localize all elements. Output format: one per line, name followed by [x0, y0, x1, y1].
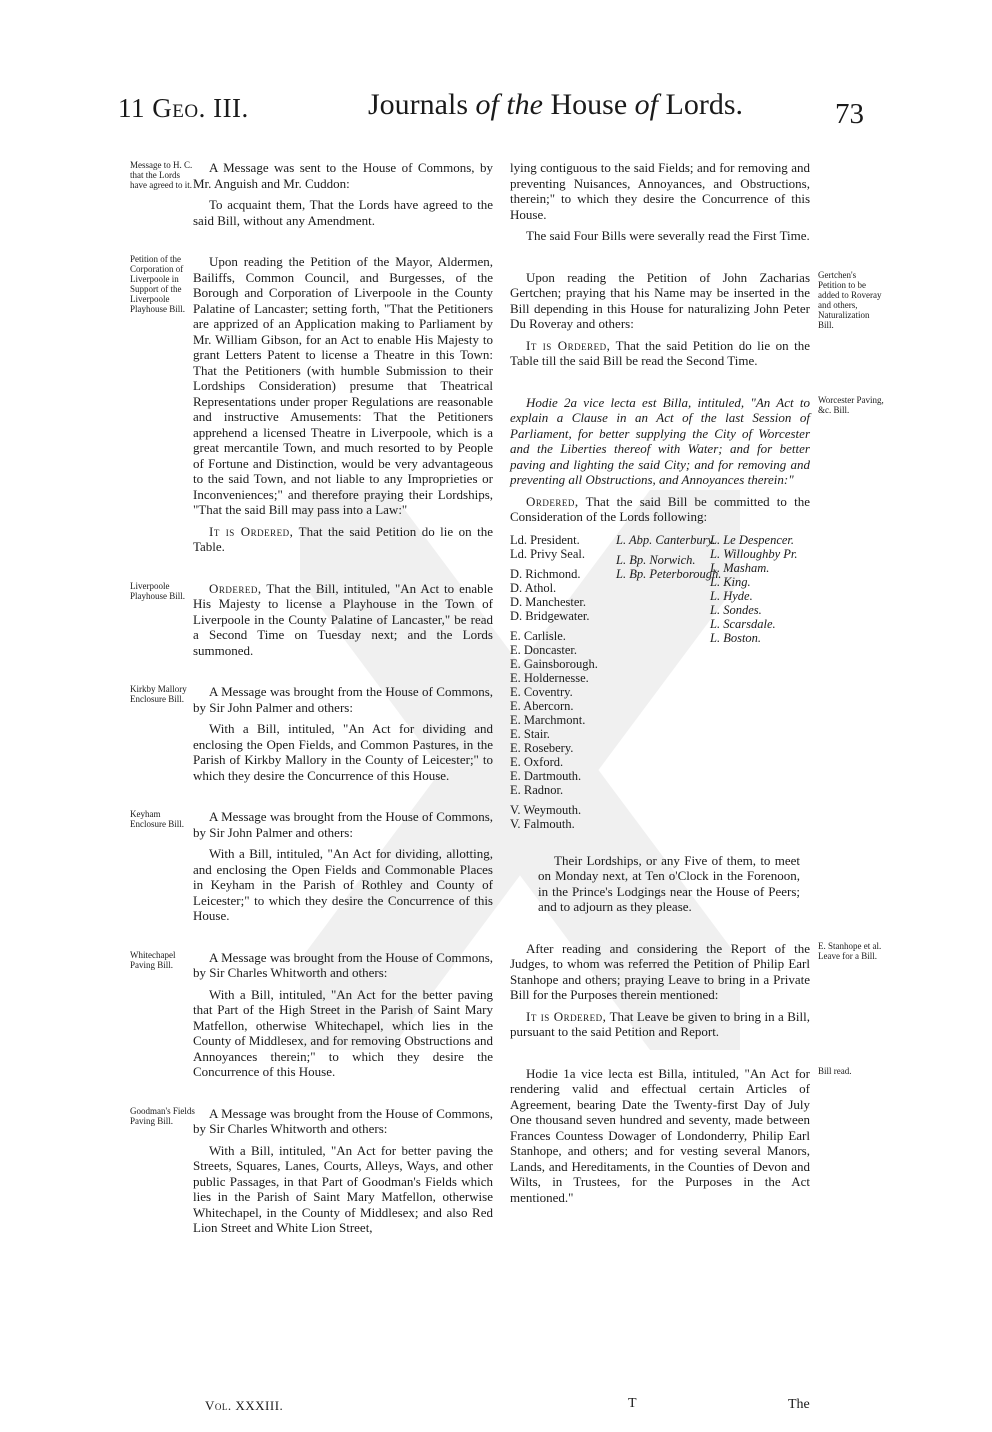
- lord-name: L. Bp. Norwich.: [616, 552, 696, 567]
- lord-name: L. King.: [710, 574, 751, 589]
- entry-gertchen: [510, 269, 882, 369]
- committee-lords-list: [510, 533, 810, 843]
- paragraph: With a Bill, intituled, "An Act for dividing and enclosing the Open Fields, and Common Pastures, in the Parish of Kirkby Mallory in the County of Leicester;" to which they desire the Concurrence of this House.: [193, 721, 493, 783]
- page-number: 73: [835, 98, 864, 130]
- lord-name: D. Bridgewater.: [510, 608, 590, 623]
- paragraph: A Message was brought from the House of Commons, by Sir John Palmer and others:: [193, 809, 493, 840]
- lord-name: D. Manchester.: [510, 594, 587, 609]
- entry-stanhope: [510, 940, 882, 1040]
- left-column: [130, 160, 494, 1244]
- lord-name: Ld. President.: [510, 532, 580, 547]
- paragraph: After reading and considering the Report of the Judges, to whom was referred the Petition of Philip Earl Stanhope and others; praying Leave to bring in a Private Bill for the Purposes therein mentioned:: [510, 940, 810, 1002]
- lord-name: D. Athol.: [510, 580, 557, 595]
- marginal-note: Whitechapel Paving Bill.: [130, 949, 176, 970]
- right-column: [510, 160, 884, 1213]
- lord-name: V. Falmouth.: [510, 816, 575, 831]
- running-title: [368, 88, 743, 122]
- lord-name: E. Stair.: [510, 726, 550, 741]
- lord-name: E. Rosebery.: [510, 740, 574, 755]
- paragraph: With a Bill, intituled, "An Act for better paving the Streets, Squares, Lanes, Courts, Alleys, Ways, and other public Passages, in that Part of Goodman's Fields which lies in the Parish of Saint Mary Matfellon, otherwise Whitechapel, in the County of Middlesex; and also Red Lion Street and White Lion Street,: [193, 1142, 493, 1235]
- marginal-note: Liverpoole Playhouse Bill.: [130, 580, 186, 601]
- lord-name: E. Carlisle.: [510, 628, 566, 643]
- order-paragraph: [510, 338, 810, 369]
- entry-worcester: [510, 394, 884, 525]
- paragraph: Upon reading the Petition of the Mayor, Aldermen, Bailiffs, Common Council, and Burgesses, of the Borough and Corporation of Liverpoole in the County Palatine of Lancaster; setting forth, "That the Petitioners are apprized of an Application making to Parliament by Mr. William Gibson, for an Act to enable His Majesty to grant Letters Patent to license a Theatre in this Town: That the Petitioners (with humble Submission to their Lordships Consideration) presume that Theatrical Representations under proper Regulations are reasonable and instructive Amusements: That the Petitioners apprehend a licensed Theatre in Liverpoole, which is a great mercantile Town, and much resorted to by People of Fortune and Distinction, would be very advantageous to the said Town, and not liable to any Improprieties or Inconveniences;" and therefore praying their Lordships, "That the said Bill may pass into a Law:": [193, 254, 493, 517]
- paragraph: A Message was brought from the House of Commons, by Sir Charles Whitworth and others:: [193, 949, 493, 980]
- title-lords: Lords.: [665, 88, 743, 121]
- paragraph: To acquaint them, That the Lords have agreed to the said Bill, without any Amendment.: [193, 197, 493, 228]
- marginal-note: Petition of the Corporation of Liverpoole in Support of the Liverpoole Playhouse Bill.: [130, 254, 186, 314]
- marginal-note: Kirkby Mallory Enclosure Bill.: [130, 684, 187, 704]
- lord-name: V. Weymouth.: [510, 802, 582, 817]
- lord-name: E. Marchmont.: [510, 712, 586, 727]
- paragraph: Upon reading the Petition of John Zacharias Gertchen; praying that his Name may be inserted in the Bill depending in this House for naturalizing John Peter Du Roveray and others:: [510, 269, 810, 331]
- paragraph: With a Bill, intituled, "An Act for the better paving that Part of the High Street in the Parish of Saint Mary Matfellon, otherwise Whitechapel, which lies in the County of Middlesex, and for removing Obstructions and Annoyances therein;" to which they desire the Concurrence of this House.: [193, 986, 493, 1079]
- lord-name: L. Willoughby Pr.: [710, 546, 798, 561]
- paragraph: The said Four Bills were severally read the First Time.: [526, 228, 810, 243]
- marginal-note: Keyham Enclosure Bill.: [130, 809, 184, 829]
- marginal-note: E. Stanhope et al. Leave for a Bill.: [818, 940, 882, 961]
- paragraph: A Message was sent to the House of Commons, by Mr. Anguish and Mr. Cuddon:: [193, 160, 493, 191]
- title-house: House: [550, 88, 628, 121]
- marginal-note: Goodman's Fields Paving Bill.: [130, 1105, 195, 1126]
- order-phrase: Ordered,: [209, 580, 262, 596]
- lord-name: E. Gainsborough.: [510, 656, 598, 671]
- marginal-note: Message to H. C. that the Lords have agreed to it.: [130, 160, 193, 190]
- lord-name: L. Sondes.: [710, 602, 762, 617]
- title-of: of: [475, 88, 499, 121]
- lord-name: E. Radnor.: [510, 782, 564, 797]
- lords-column-1: [510, 533, 606, 831]
- lord-name: Ld. Privy Seal.: [510, 546, 585, 561]
- paragraph: With a Bill, intituled, "An Act for dividing, allotting, and enclosing the Open Fields and Commonable Places in Keyham in the Parish of Rothley and County of Leicester;" to which they desire the Concurrence of this House.: [193, 846, 493, 923]
- entry-whitechapel: [130, 949, 493, 1080]
- order-paragraph: [193, 581, 493, 659]
- lord-name: E. Coventry.: [510, 684, 573, 699]
- entry-kirkby-mallory: [130, 684, 493, 783]
- title-of-2: of: [634, 88, 658, 121]
- entry-continuation: [510, 160, 810, 244]
- lord-name: D. Richmond.: [510, 566, 581, 581]
- order-text: That the said Bill be committed to the Consideration of the Lords following:: [510, 493, 810, 524]
- signature-mark: T: [628, 1396, 637, 1411]
- marginal-note: Bill read.: [818, 1065, 852, 1076]
- order-phrase: It is Ordered,: [209, 523, 294, 539]
- catchword: The: [788, 1397, 810, 1412]
- lord-name: E. Abercorn.: [510, 698, 574, 713]
- lord-name: L. Masham.: [710, 560, 770, 575]
- lord-name: L. Hyde.: [710, 588, 753, 603]
- paragraph: Hodie 1a vice lecta est Billa, intituled, "An Act for rendering valid and effectual certain Articles of Agreement, bearing Date the Twenty-first Day of July One thousand seven hundred and seventy, made between Frances Countess Dowager of Londonderry, Philip Earl Stanhope, and others; and for vesting several Manors, Lands, and Hereditaments, in the Counties of Devon and Wilts, in Trustees, for the Purposes in the Act mentioned.": [510, 1065, 810, 1205]
- lord-name: L. Scarsdale.: [710, 616, 776, 631]
- entry-londonderry-bill: [510, 1065, 852, 1206]
- paragraph: lying contiguous to the said Fields; and for removing and preventing Nuisances, Annoyances, and Obstructions, therein;" to which they desire the Concurrence of this House.: [510, 160, 810, 222]
- lord-name: E. Oxford.: [510, 754, 564, 769]
- order-paragraph: [193, 524, 493, 555]
- regnal-year: 11 Geo. III.: [118, 93, 249, 123]
- entry-meeting: [538, 853, 800, 915]
- order-phrase: It is Ordered,: [526, 337, 611, 353]
- title-journals: Journals: [368, 88, 468, 121]
- paragraph: A Message was brought from the House of Commons, by Sir Charles Whitworth and others:: [193, 1105, 493, 1136]
- lord-name: L. Boston.: [710, 630, 762, 645]
- lord-name: E. Dartmouth.: [510, 768, 582, 783]
- paragraph: Hodie 2a vice lecta est Billa, intituled, "An Act to explain a Clause in an Act of the last Session of Parliament, for better supplying the City of Worcester and the Liberties thereof with Water; and for better paving and lighting the said City; and for removing and preventing all Obstructions, and Annoyances therein:": [510, 394, 810, 487]
- order-paragraph: [510, 494, 810, 525]
- order-text: That Leave be given to bring in a Bill, pursuant to the said Petition and Report.: [510, 1008, 811, 1039]
- lord-name: L. Bp. Peterborough.: [616, 566, 722, 581]
- order-text: That the Bill, intituled, "An Act to enable His Majesty to license a Playhouse in the Town of Liverpoole in the County Palatine of Lancaster," be read a Second Time on Tuesday next; and the Lords summoned.: [193, 580, 493, 658]
- lord-name: E. Holdernesse.: [510, 670, 589, 685]
- entry-goodmans-fields: [130, 1105, 493, 1236]
- lord-name: L. Le Despencer.: [710, 532, 795, 547]
- order-phrase: Ordered,: [526, 493, 579, 509]
- lords-column-3: [710, 533, 820, 645]
- order-text: That the said Petition do lie on the Table till the said Bill be read the Second Time.: [510, 337, 811, 368]
- marginal-note: Gertchen's Petition to be added to Roveray and others, Naturalization Bill.: [818, 269, 882, 330]
- entry-message-commons: [130, 160, 493, 228]
- entry-keyham: [130, 809, 493, 924]
- entry-liverpoole-playhouse: [130, 580, 493, 659]
- order-phrase: It is Ordered,: [526, 1008, 607, 1024]
- title-the: the: [506, 88, 543, 121]
- paragraph: Their Lordships, or any Five of them, to meet on Monday next, at Ten o'Clock in the Forenoon, in the Prince's Lodgings near the House of Peers; and to adjourn as they please.: [538, 852, 800, 914]
- volume-number: Vol. XXXIII.: [205, 1398, 284, 1413]
- lord-name: L. Abp. Canterbury.: [616, 532, 716, 547]
- order-paragraph: [510, 1009, 810, 1040]
- lords-column-2: [616, 532, 722, 581]
- order-text: That the said Petition do lie on the Table.: [193, 523, 494, 554]
- entry-liverpoole-petition: [130, 254, 494, 555]
- lord-name: E. Doncaster.: [510, 642, 577, 657]
- paragraph: A Message was brought from the House of Commons, by Sir John Palmer and others:: [193, 684, 493, 715]
- marginal-note: Worcester Paving, &c. Bill.: [818, 394, 884, 415]
